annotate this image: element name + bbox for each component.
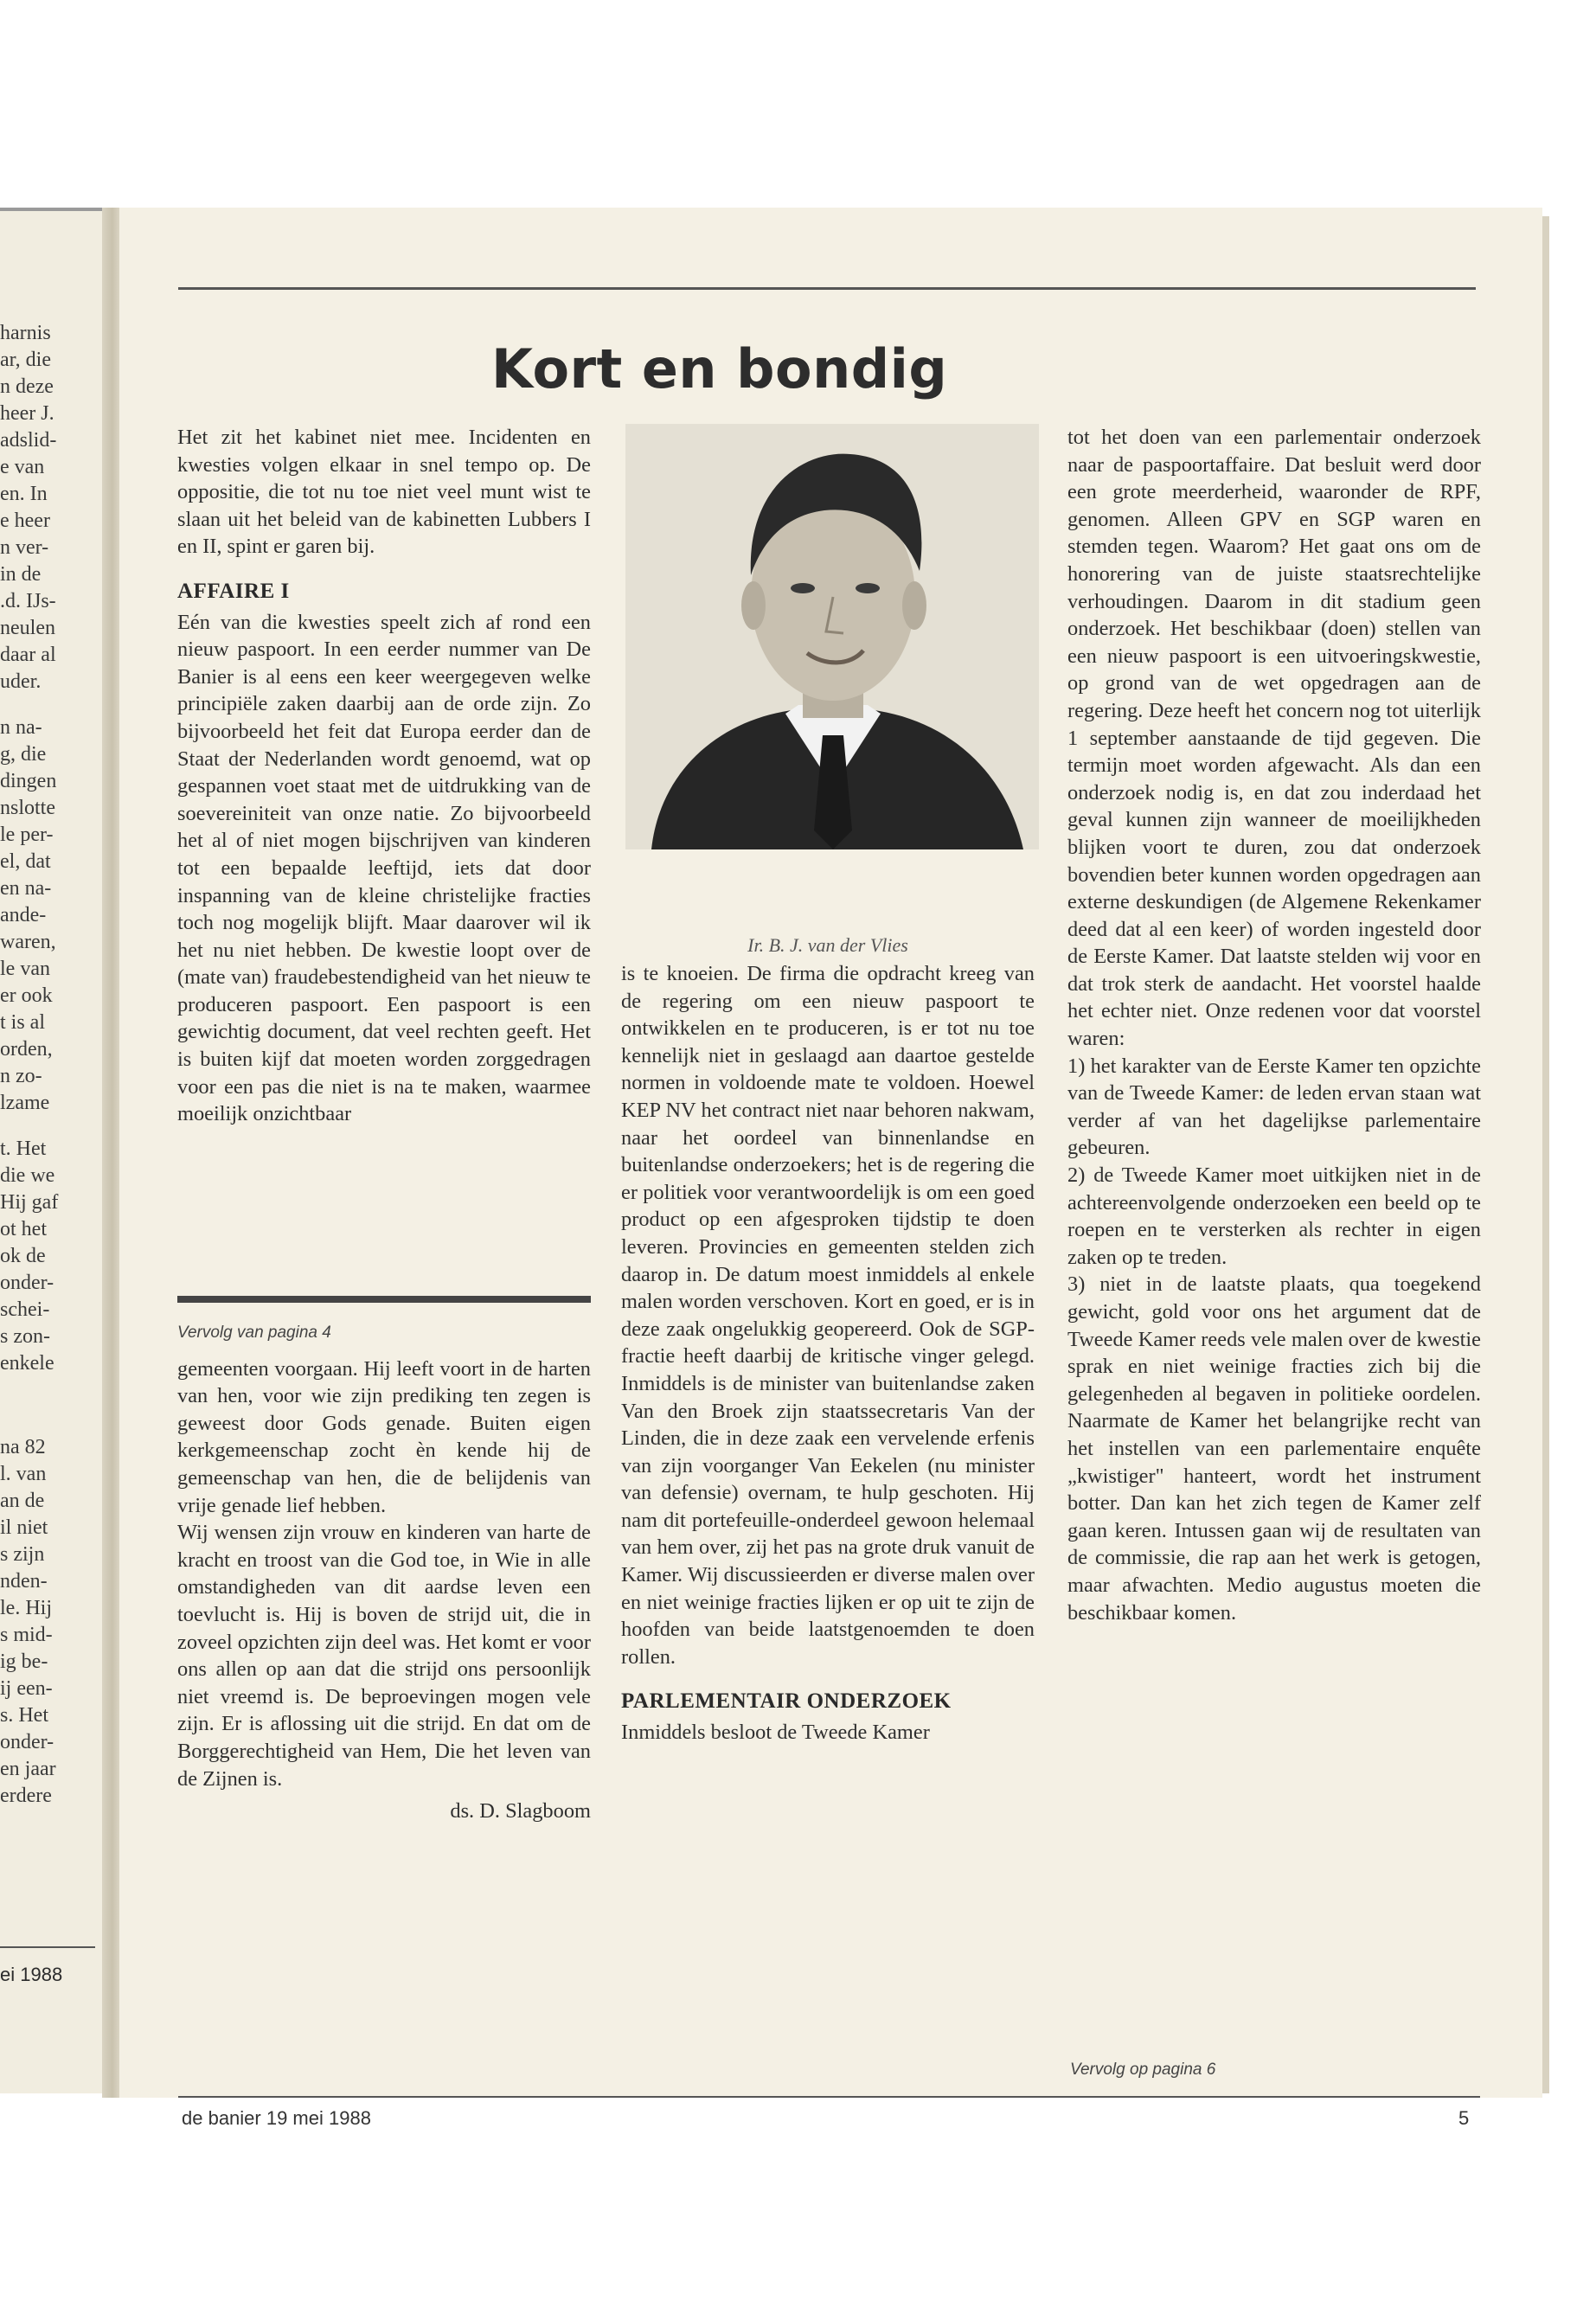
left-page-fragment: ar, die — [0, 349, 52, 371]
left-page-date: ei 1988 — [0, 1964, 63, 1985]
column-2-tail: Inmiddels besloot de Tweede Kamer — [621, 1721, 930, 1745]
left-page-fragment: na 82 — [0, 1436, 46, 1458]
left-page-fragment: s zijn — [0, 1543, 45, 1566]
left-page-bottom-rule — [0, 1946, 95, 1948]
left-page-fragment: le van — [0, 958, 50, 980]
magazine-page — [119, 208, 1542, 2129]
top-rule — [178, 287, 1476, 290]
left-page-fragment: n deze — [0, 375, 54, 398]
left-page-fragment: l. van — [0, 1463, 47, 1485]
left-page-fragment: ot het — [0, 1218, 47, 1240]
column-3-point-1: 1) het karakter van de Eerste Kamer ten opzichte van de Tweede Kamer: de leden ervan staan wat verder af van het dagelijkse parlementaire gebeuren. — [1067, 1054, 1481, 1160]
left-page-fragment — [0, 695, 108, 715]
continued-paragraph-2: Wij wensen zijn vrouw en kinderen van harte de kracht en troost van die God toe, in Wie in alle omstandigheden van dit aardse leven een toevlucht is. Hij is boven de strijd uit, die in zoveel opzichten zijn deel was. Het komt er voor ons allen op aan dat die strijd ons persoonlijk niet vreemd is. De beproevingen mogen vele zijn. Er is aflossing uit die strijd. En dat om de Borggerechtigheid van Hem, Die het leven van de Zijnen is. — [177, 1521, 591, 1791]
column-3 — [1067, 424, 1481, 1626]
left-page-fragment: le. Hij — [0, 1597, 52, 1619]
left-page-fragment: neulen — [0, 617, 55, 639]
portrait-illustration — [625, 424, 1039, 849]
column-2 — [621, 960, 1035, 1747]
continued-paragraph-1: gemeenten voorgaan. Hij leeft voort in de harten van hen, voor wie zijn prediking ten zegen is geweest door Gods genade. Buiten eigen kerkgemeenschap zocht èn kende hij de gemeenschap van hen, die de belijdenis van vrije genade lief hebben. — [177, 1356, 591, 1517]
left-page-fragment: en. In — [0, 483, 48, 505]
left-page-fragment: le per- — [0, 824, 54, 846]
column-3-point-2: 2) de Tweede Kamer moet uitkijken niet in de achtereenvolgende onderzoeken een beeld op te roepen en te versterken als rechter in eigen zaken op te treden. — [1067, 1163, 1481, 1269]
left-page-fragment: nslotte — [0, 797, 55, 819]
left-page-fragment: lzame — [0, 1092, 50, 1114]
left-page-fragment: heer J. — [0, 402, 54, 425]
left-page-fragment: onder- — [0, 1731, 54, 1753]
left-page-fragment: .d. IJs- — [0, 590, 56, 612]
left-page-edge — [0, 208, 112, 2093]
column-1 — [177, 424, 591, 1128]
left-page-fragment — [0, 1377, 108, 1396]
left-page-fragment: orden, — [0, 1038, 53, 1061]
column-1-continued — [177, 1319, 591, 1825]
left-page-fragment: s. Het — [0, 1704, 48, 1727]
column-2-paragraph: is te knoeien. De firma die opdracht kreeg van de regering om een nieuw paspoort te ontwikkelen en te produceren, is er tot nu toe kennelijk niet in geslaagd aan daartoe gestelde normen in voldoende mate te voldoen. Hoewel KEP NV het contract niet naar behoren nakwam, naar het oordeel van binnenlandse en buitenlandse onderzoekers; het is de regering die er politiek voor verantwoordelijk is om een goed product op een afgesproken tijdstip te doen leveren. Provincies en gemeenten stelden zich daarop in. De datum moest inmiddels al enkele malen worden verschoven. Kort en goed, er is in deze zaak ongelukkig geopereerd. Ook de SGP-fractie heeft daarbij de kritische vinger gelegd. Inmiddels is de minister van buitenlandse zaken Van den Broek zijn staatssecretaris Van der Linden, die in deze zaak een vervelende erfenis van zijn voorganger Van Eekelen (nu minister van defensie) overnam, te hulp geschoten. Hij nam dit portefeuille-onderdeel gewoon helemaal van hem over, zij het pas na grote druk vanuit de Kamer. Wij discussieerden er diverse malen over en niet weinige fracties lijken er op uit te zijn de hoofden van beide laatstgenoemden te doen rollen. — [621, 962, 1035, 1669]
left-page-fragment: ok de — [0, 1245, 46, 1267]
left-page-fragment: nden- — [0, 1570, 48, 1593]
column-3-point-3: 3) niet in de laatste plaats, qua toegekend gewicht, gold voor ons het argument dat de Tweede Kamer reeds vele malen over de kwestie sprak en niet weinige fracties zich bij die gelegenheden al begaven in politieke oordelen. Naarmate de Kamer het belangrijke recht van het instellen van een parlementaire enquête „kwistiger" hanteert, wordt het instrument botter. Dan kan het zich tegen de Kamer zelf gaan keren. Intussen gaan wij de resultaten van de commissie, die rap aan het werk is getogen, maar afwachten. Medio augustus moeten die beschikbaar komen. — [1067, 1272, 1481, 1625]
left-page-fragment: uder. — [0, 670, 42, 693]
section-heading-affaire: AFFAIRE I — [177, 579, 290, 603]
left-page-fragment: an de — [0, 1490, 45, 1512]
affaire-paragraph: Eén van die kwesties speelt zich af rond een nieuw paspoort. In een eerder nummer van De Banier is al eens een keer weergegeven welke principiële zaken daarbij aan de orde zijn. Zo bijvoorbeeld het feit dat Europa eerder dan de Staat der Nederlanden wordt genoemd, wat op gespannen voet staat met de uitdrukking van de soevereiniteit van onze natie. Zo bijvoorbeeld het al of niet mogen bijschrijven van kinderen tot een bepaalde leeftijd, iets dat door inspanning van de kleine christelijke fracties toch nog mogelijk blijft. Maar daarover wil ik het nu niet hebben. De kwestie loopt over de (mate van) fraudebestendigheid van het nieuw te produceren paspoort. Een paspoort is een gewichtig document, dat veel rechten geeft. Het is buiten kijf dat moeten worden zorggedragen voor een pas die niet is na te maken, waarmee moeilijk onzichtbaar — [177, 610, 591, 1126]
left-page-fragment: el, dat — [0, 850, 51, 873]
left-page-fragment: n ver- — [0, 536, 49, 559]
intro-paragraph: Het zit het kabinet niet mee. Incidenten en kwesties volgen elkaar in snel tempo op. De oppositie, die tot nu toe niet veel munt wist te slaan uit het beleid van de kabinetten Lubbers I en II, spint er garen bij. — [177, 426, 591, 559]
left-page-fragment: Hij gaf — [0, 1191, 59, 1214]
left-page-fragment: s mid- — [0, 1624, 53, 1646]
left-page-fragment — [0, 1396, 108, 1415]
left-page-fragment: g, die — [0, 743, 47, 766]
section-heading-parlementair: PARLEMENTAIR ONDERZOEK — [621, 1689, 952, 1714]
left-page-fragment: ij een- — [0, 1677, 53, 1700]
left-page-fragment: harnis — [0, 322, 51, 344]
left-page-fragment: en na- — [0, 877, 52, 900]
photo-caption: Ir. B. J. van der Vlies — [747, 934, 908, 956]
bottom-rule — [178, 2096, 1480, 2098]
left-page-fragment: ande- — [0, 904, 47, 926]
left-page-fragment: e heer — [0, 510, 50, 532]
left-page-fragment — [0, 1415, 108, 1434]
left-page-fragment: ig be- — [0, 1650, 48, 1673]
section-divider — [177, 1296, 591, 1303]
left-page-fragment: dingen — [0, 770, 57, 792]
left-page-fragment — [0, 1117, 108, 1136]
left-page-fragment: daar al — [0, 644, 56, 666]
left-page-fragment: en jaar — [0, 1758, 56, 1780]
page-title: Kort en bondig — [491, 337, 948, 401]
continued-on-label: Vervolg op pagina 6 — [1070, 2061, 1216, 2079]
left-page-fragment: n zo- — [0, 1065, 42, 1087]
left-page-top-rule — [0, 208, 104, 211]
page-edge-shadow — [1542, 216, 1549, 2093]
portrait-photo — [625, 424, 1039, 849]
left-page-fragment: er ook — [0, 984, 53, 1007]
column-3-paragraph: tot het doen van een parlementair onderzoek naar de paspoortaffaire. Dat besluit werd door een grote meerderheid, waaronder de RPF, genomen. Alleen GPV en SGP waren en stemden tegen. Waarom? Het gaat ons om de honorering van de juiste staatsrechtelijke verhoudingen. Daarom in dit stadium geen onderzoek. Het beschikbaar (doen) stellen van een nieuw paspoort is een uitvoeringskwestie, op grond van de wet opgedragen aan de regering. Deze heeft het concern nog tot uiterlijk 1 september aanstaande de tijd gegeven. Die termijn moet worden afgewacht. Als dan een onderzoek nodig is, en dat zou inderdaad het geval kunnen zijn wanneer de moeilijkheden blijken voort te duren, zou dat onderzoek bovendien beter kunnen worden opgedragen aan externe deskundigen (de Algemene Rekenkamer deed dat al een keer) of worden ingesteld door de Eerste Kamer. Dat laatste stelden wij voor en dat trok sterk de aandacht. Het voorstel haalde het echter niet. Onze redenen voor dat voorstel waren: — [1067, 426, 1481, 1051]
left-page-fragment: onder- — [0, 1272, 54, 1294]
left-page-fragment: enkele — [0, 1352, 54, 1375]
left-page-fragment: schei- — [0, 1298, 50, 1321]
left-page-fragment: in de — [0, 563, 42, 586]
left-page-fragment: s zon- — [0, 1325, 50, 1348]
left-page-fragment: waren, — [0, 931, 56, 953]
publication-footer: de banier 19 mei 1988 — [182, 2107, 371, 2129]
left-page-fragment: erdere — [0, 1785, 52, 1807]
left-page-fragment: die we — [0, 1164, 55, 1187]
left-page-fragment: il niet — [0, 1516, 48, 1539]
author-signature: ds. D. Slagboom — [450, 1799, 591, 1823]
left-page-fragment: e van — [0, 456, 45, 478]
continued-from-label: Vervolg van pagina 4 — [177, 1324, 331, 1342]
left-page-fragment: t. Het — [0, 1138, 47, 1160]
left-page-fragment: t is al — [0, 1011, 45, 1034]
left-page-fragment: n na- — [0, 716, 42, 739]
left-page-text-fragments — [0, 320, 108, 1810]
left-page-fragment: adslid- — [0, 429, 57, 452]
page-number: 5 — [1458, 2107, 1470, 2129]
